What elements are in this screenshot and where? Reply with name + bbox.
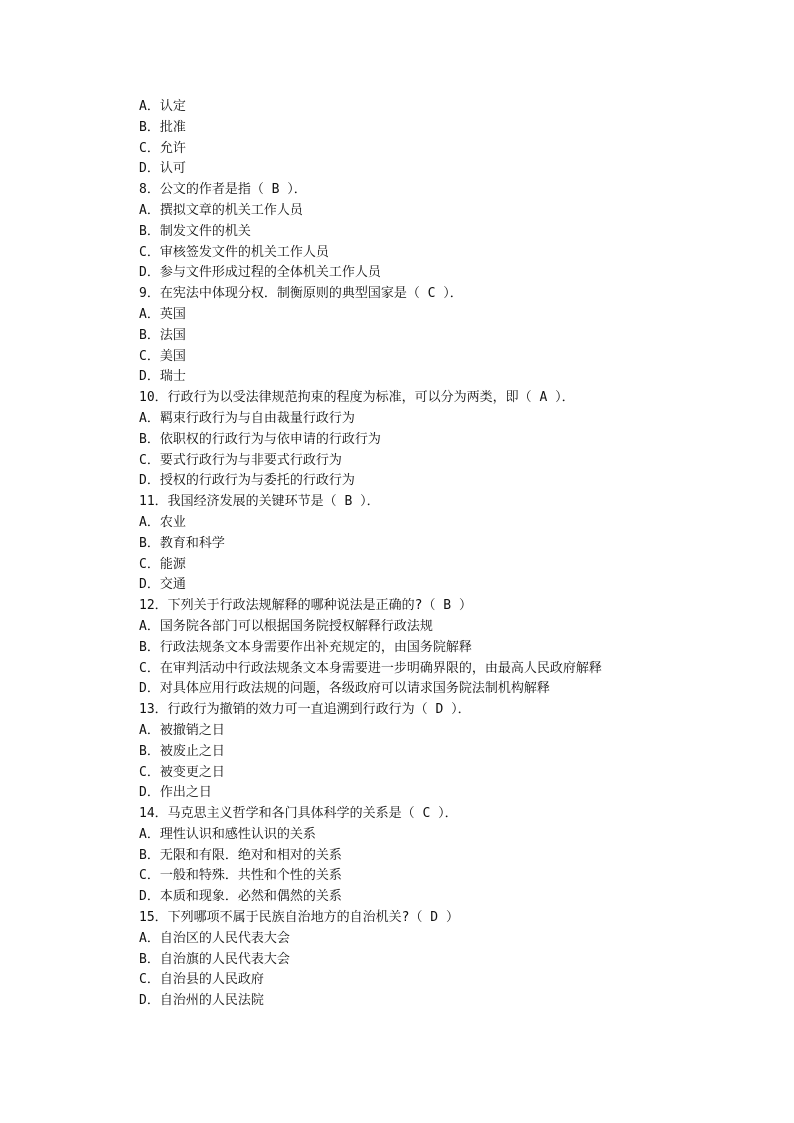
option-line: A．农业: [139, 514, 186, 530]
option-line: B．无限和有限．绝对和相对的关系: [139, 847, 342, 863]
option-line: D．自治州的人民法院: [139, 993, 264, 1009]
question-line: 10．行政行为以受法律规范拘束的程度为标准，可以分为两类，即（ A ）．: [139, 390, 575, 406]
option-line: D．瑞士: [139, 369, 186, 385]
question-line: 11．我国经济发展的关键环节是（ B ）．: [139, 494, 380, 510]
option-line: C．美国: [139, 348, 186, 364]
question-line: 15．下列哪项不属于民族自治地方的自治机关?（ D ）: [139, 910, 459, 926]
question-line: 9．在宪法中体现分权．制衡原则的典型国家是（ C ）．: [139, 286, 463, 302]
question-line: 8．公文的作者是指（ B ）．: [139, 182, 307, 198]
option-line: C．自治县的人民政府: [139, 972, 264, 988]
option-line: C．要式行政行为与非要式行政行为: [139, 452, 342, 468]
option-line: D．作出之日: [139, 785, 212, 801]
option-line: B．自治旗的人民代表大会: [139, 951, 290, 967]
option-line: B．依职权的行政行为与依申请的行政行为: [139, 431, 381, 447]
option-line: A．国务院各部门可以根据国务院授权解释行政法规: [139, 618, 433, 634]
option-line: A．被撤销之日: [139, 722, 225, 738]
option-line: B．行政法规条文本身需要作出补充规定的，由国务院解释: [139, 639, 472, 655]
option-line: D．参与文件形成过程的全体机关工作人员: [139, 265, 381, 281]
option-line: D．交通: [139, 577, 186, 593]
question-line: 13．行政行为撤销的效力可一直追溯到行政行为（ D ）．: [139, 702, 471, 718]
question-line: 14．马克思主义哲学和各门具体科学的关系是（ C ）．: [139, 806, 458, 822]
option-line: A．羁束行政行为与自由裁量行政行为: [139, 410, 355, 426]
option-line: B．法国: [139, 327, 186, 343]
option-line: C．允许: [139, 140, 186, 156]
option-line: A．英国: [139, 306, 186, 322]
option-line: A．理性认识和感性认识的关系: [139, 826, 316, 842]
option-line: B．被废止之日: [139, 743, 225, 759]
option-line: C．在审判活动中行政法规条文本身需要进一步明确界限的，由最高人民政府解释: [139, 660, 602, 676]
option-line: B．批准: [139, 119, 186, 135]
question-list: [139, 97, 759, 1012]
option-line: B．教育和科学: [139, 535, 225, 551]
option-line: A．认定: [139, 99, 186, 114]
option-line: A．撰拟文章的机关工作人员: [139, 202, 303, 218]
option-line: D．授权的行政行为与委托的行政行为: [139, 473, 355, 489]
option-line: C．被变更之日: [139, 764, 225, 780]
option-line: C．审核签发文件的机关工作人员: [139, 244, 329, 260]
option-line: C．能源: [139, 556, 186, 572]
option-line: D．认可: [139, 161, 186, 177]
question-line: 12．下列关于行政法规解释的哪种说法是正确的?（ B ）: [139, 598, 472, 614]
option-line: C．一般和特殊．共性和个性的关系: [139, 868, 342, 884]
option-line: D．本质和现象．必然和偶然的关系: [139, 889, 342, 905]
option-line: B．制发文件的机关: [139, 223, 251, 239]
option-line: D．对具体应用行政法规的问题，各级政府可以请求国务院法制机构解释: [139, 681, 550, 697]
option-line: A．自治区的人民代表大会: [139, 930, 290, 946]
